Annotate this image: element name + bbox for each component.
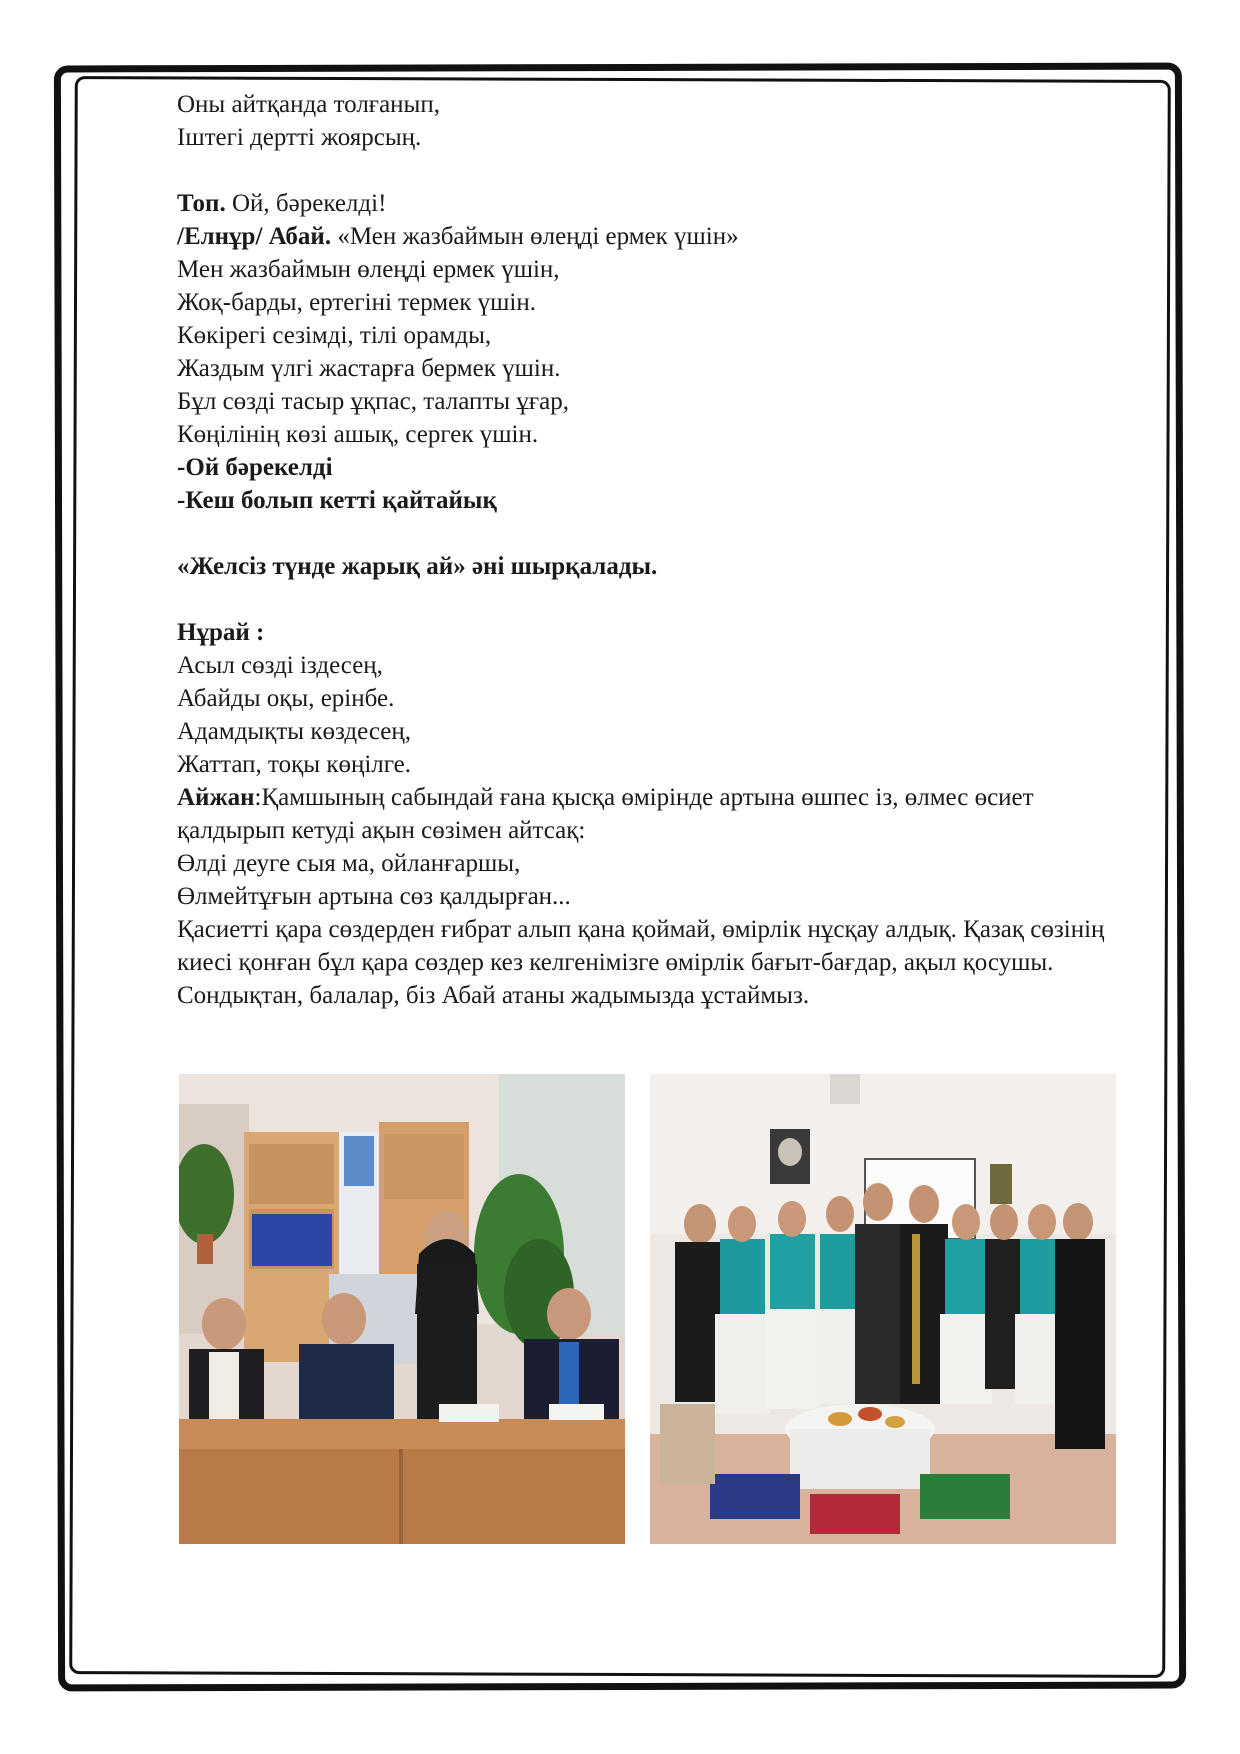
nurai-line [177,616,1137,649]
bold-text: -Кеш болып кетті қайтайық [177,487,497,514]
speaker-label: Нұрай : [177,619,265,646]
speaker-text: Ой, бәрекелді! [225,190,387,217]
poem-line: Өлмейтұғын артына сөз қалдырған... [177,883,571,910]
poem-line: Жаздым үлгі жастарға бермек үшін. [177,355,561,382]
poem-line: Көкірегі сезімді, тілі орамды, [177,322,492,349]
poem-line: Өлді деуге сыя ма, ойланғаршы, [177,850,521,877]
top-line [177,187,1137,220]
poem-line: Мен жазбаймын өлеңді ермек үшін, [177,256,560,283]
poem-line: Адамдықты көздесең, [177,718,411,745]
bold-text: -Ой бәрекелді [177,454,333,481]
poem-line: Асыл сөзді іздесең, [177,652,383,679]
exclamation-line [177,484,1137,517]
photo-students-costumes [650,1074,1116,1544]
poem-line: Оны айтқанда толғанып, [177,91,440,118]
poem-title: «Мен жазбаймын өлеңді ермек үшін» [331,223,739,250]
poem-line: Көңілінің көзі ашық, сергек үшін. [177,421,539,448]
song-title: «Желсіз түнде жарық ай» әні шырқалады. [177,553,658,580]
exclamation-line [177,451,1137,484]
poem-line: Бұл сөзді тасыр ұқпас, талапты ұғар, [177,388,569,415]
song-line [177,550,1137,583]
photo-teachers-meeting [179,1074,625,1544]
speaker-label: Топ. [177,190,226,217]
poem-line: Жоқ-барды, ертегіні термек үшін. [177,289,536,316]
poem-line: Абайды оқы, ерінбе. [177,685,395,712]
speaker-label: Айжан [177,784,255,811]
document-body [177,88,1137,1012]
aizhan-paragraph [177,781,1137,847]
speaker-label: /Елнұр/ Абай. [177,223,332,250]
poem-line: Жаттап, тоқы көңілге. [177,751,412,778]
paragraph-text: :Қамшының сабындай ғана қысқа өмірінде артына өшпес із, өлмес өсиет қалдырып кетуді ақын сөзімен айтсақ: [177,784,1034,844]
closing-paragraph: Қасиетті қара сөздерден ғибрат алып қана қоймай, өмірлік нұсқау алдық. Қазақ сөзінің киесі қонған бұл қара сөздер кез келгенімізге өмірлік бағыт-бағдар, ақыл қосушы. Сондықтан, балалар, біз Абай атаны жадымызда ұстаймыз. [177,916,1105,1009]
poem-line: Іштегі дертті жоярсың. [177,124,422,151]
elnur-line [177,220,1137,253]
